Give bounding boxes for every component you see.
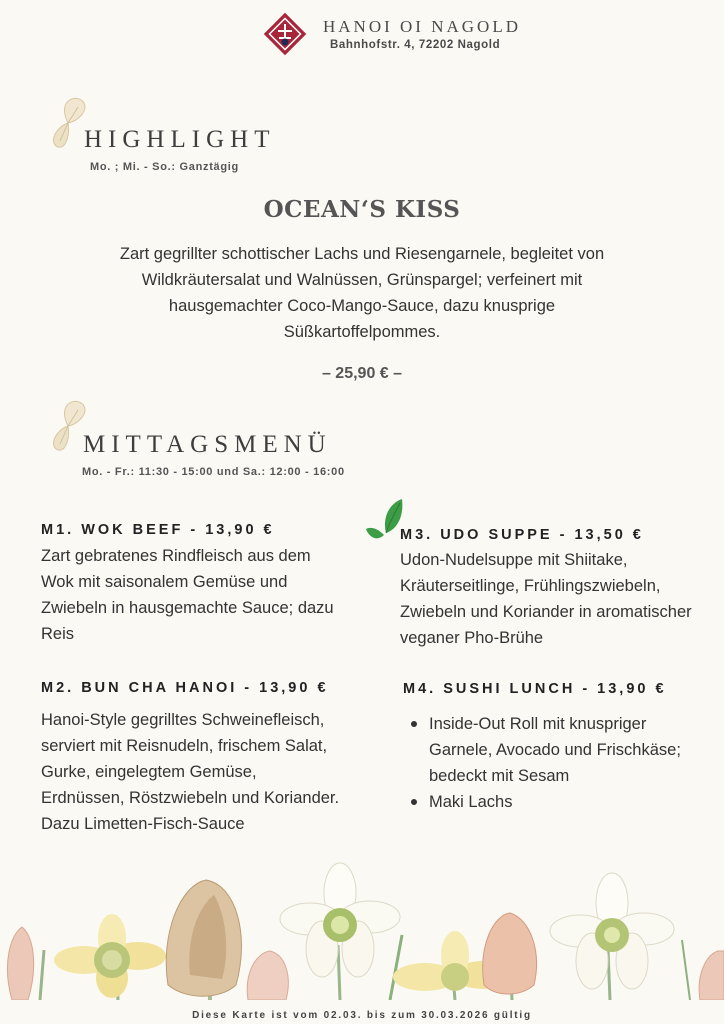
butterfly-icon	[48, 398, 88, 452]
flower-border-illustration	[0, 855, 724, 1000]
restaurant-address: Bahnhofstr. 4, 72202 Nagold	[330, 39, 501, 51]
mittagsmenu-section-title: MITTAGSMENÜ	[83, 431, 332, 458]
menu-item-m4-title: M4. SUSHI LUNCH - 13,90 €	[403, 681, 667, 697]
list-item: Inside-Out Roll mit knuspriger Garnele, Avocado und Frischkäse; bedeckt mit Sesam	[408, 711, 698, 789]
highlight-dish-name: OCEAN‘S KISS	[263, 196, 461, 223]
menu-item-m2-description: Hanoi-Style gegrilltes Schweinefleisch, serviert mit Reisnudeln, frischem Salat, Gurke, eingelegtem Gemüse, Erdnüssen, Röstzwiebeln und Koriander. Dazu Limetten-Fisch-Sauce	[41, 711, 340, 833]
restaurant-name: HANOI OI NAGOLD	[323, 17, 521, 36]
menu-item-m3-title: M3. UDO SUPPE - 13,50 €	[400, 527, 644, 543]
menu-item-m1-description: Zart gebratenes Rindfleisch aus dem Wok mit saisonalem Gemüse und Zwiebeln in hausgemachte Sauce; dazu Reis	[41, 547, 334, 643]
highlight-dish-price: – 25,90 € –	[321, 365, 403, 382]
list-item: Maki Lachs	[408, 789, 698, 815]
menu-item-m2-title: M2. BUN CHA HANOI - 13,90 €	[41, 680, 329, 696]
menu-item-m1-title: M1. WOK BEEF - 13,90 €	[41, 522, 275, 538]
highlight-dish-description: Zart gegrillter schottischer Lachs und Riesengarnele, begleitet von Wildkräutersalat und Walnüssen, Grünspargel; verfeinert mit hausgemachter Coco-Mango-Sauce, dazu knusprige Süßkartoffelpommes.	[119, 245, 605, 341]
mittagsmenu-hours: Mo. - Fr.: 11:30 - 15:00 und Sa.: 12:00 - 16:00	[82, 466, 345, 478]
menu-item-m4-list	[408, 711, 698, 815]
highlight-hours: Mo. ; Mi. - So.: Ganztägig	[90, 161, 239, 173]
butterfly-icon	[48, 95, 88, 149]
menu-item-m3-description: Udon-Nudelsuppe mit Shiitake, Kräuterseitlinge, Frühlingszwiebeln, Zwiebeln und Koriander in aromatischer veganer Pho-Brühe	[400, 551, 692, 647]
logo-icon	[262, 11, 308, 57]
menu-validity-note: Diese Karte ist vom 02.03. bis zum 30.03.2026 gültig	[192, 1010, 532, 1021]
highlight-section-title: HIGHLIGHT	[84, 126, 276, 153]
